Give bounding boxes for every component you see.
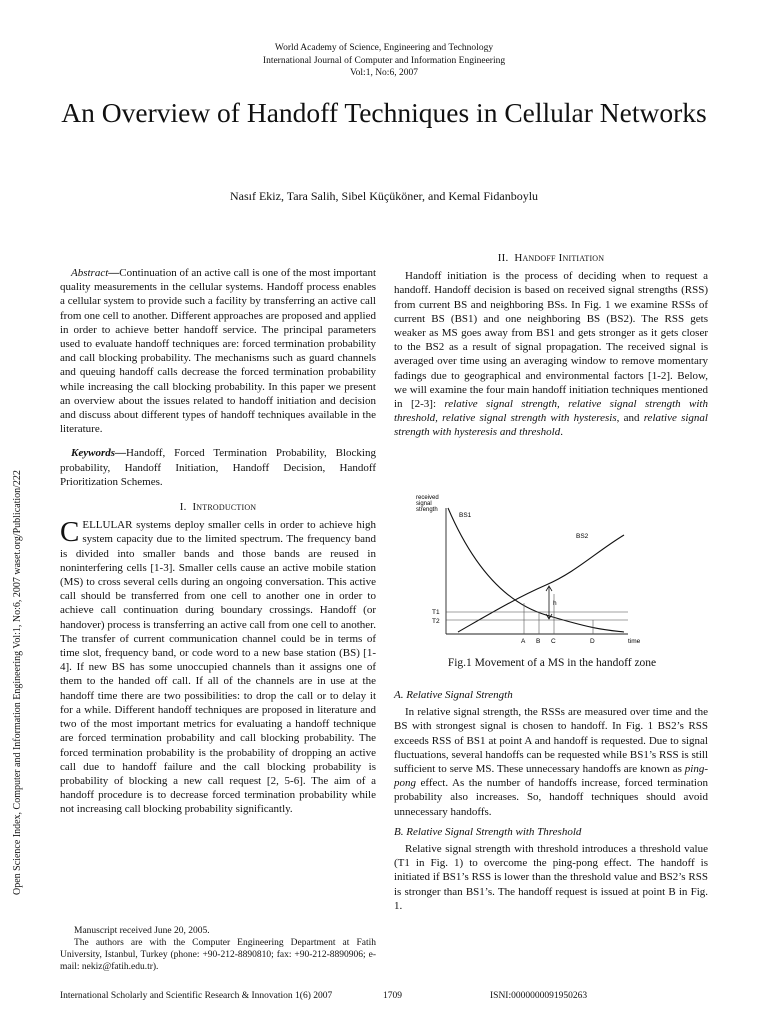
footer-left: International Scholarly and Scientific Research & Innovation 1(6) 2007 [60, 991, 333, 1001]
y-label-line-1: received [416, 495, 439, 501]
header-line-1: World Academy of Science, Engineering and Technology [274, 43, 494, 53]
t2-label: T2 [432, 618, 440, 625]
section-2-last-technique: relative signal strength with hysteresis and threshold [394, 412, 708, 439]
abstract-text: Continuation of an active call is one of the most important quality measurements in the cellular systems. Handoff process enables a cellular system to provide such a facility by transferring an active call from one cell to another. Different approaches are proposed and applied in order to achieve better handoff service. The principal parameters used to evaluate handoff techniques are: forced termination probability and call blocking probability. The mechanisms such as guard channels and queuing handoff calls decrease the forced termination probability while increasing the call blocking probability. In this paper we present an overview about the issues related to handoff initiation and decision and discuss about different types of handoff techniques available in the literature. [60, 267, 376, 436]
abstract [60, 266, 376, 436]
subsection-a-paragraph [394, 705, 708, 819]
y-label-line-2: signal [416, 501, 432, 507]
bs1-curve [448, 508, 624, 632]
bs2-label: BS2 [576, 533, 589, 540]
ping-pong-term: ping-pong [394, 763, 708, 790]
abstract-label: Abstract [71, 267, 109, 279]
right-column-bottom [394, 688, 708, 913]
section-1-number: I. [179, 501, 187, 514]
drop-cap: C [60, 516, 80, 549]
section-1-heading [60, 500, 376, 514]
subsection-a-heading: A. Relative Signal Strength [394, 689, 513, 701]
section-2-heading [394, 251, 708, 265]
point-b-label: B [536, 638, 541, 645]
page-footer [60, 990, 720, 1002]
subsection-b-paragraph: Relative signal strength with threshold introduces a threshold value (T1 in Fig. 1) to overcome the ping-pong effect. The handoff is initiated if BS1’s RSS is lower than the threshold value and BS2’s RSS is stronger than BS1’s. The handoff request is issued at point B in Fig. 1. [394, 843, 708, 912]
header-line-2: International Journal of Computer and Information Engineering [262, 55, 506, 66]
section-2-and: , and [616, 412, 644, 425]
abstract-dash: — [108, 267, 120, 279]
keywords [60, 446, 376, 489]
keywords-label: Keywords [71, 447, 115, 460]
section-2-end: . [560, 426, 563, 439]
section-1-title: Introduction [192, 501, 257, 514]
subsection-a-text-2: effect. As the number of handoffs increase, forced termination probability also increases. So, handoff techniques should avoid unnecessary handoffs. [394, 777, 708, 818]
point-d-label: D [590, 638, 595, 645]
keywords-dash: — [115, 447, 126, 460]
figure-1-caption: Fig.1 Movement of a MS in the handoff zone [447, 657, 657, 669]
footnote-line-1: Manuscript received June 20, 2005. [74, 926, 210, 936]
bs2-curve [458, 535, 624, 632]
section-2-number: II. [497, 252, 509, 264]
journal-header [0, 42, 768, 80]
author-list: Nasıf Ekiz, Tara Salih, Sibel Küçüköner, and Kemal Fidanboylu [229, 189, 539, 203]
point-c-label: C [551, 638, 556, 645]
footnote-line-2: The authors are with the Computer Engineering Department at Fatih University, Istanbul, Turkey (phone: +90-212-8890810; fax: +90-212-8890906; e-mail: nekiz@fatih.edu.tr). [60, 938, 376, 972]
keywords-text: Handoff, Forced Termination Probability, Blocking probability, Handoff Initiation, Handoff Decision, Handoff Prioritization Schemes. [60, 447, 376, 488]
intro-text: systems deploy smaller cells in order to achieve high system capacity due to the limited spectrum. The frequency band is divided into smaller bands and those bands are reused in noninterfering cells [1-3]. Smaller cells cause an active mobile station (MS) to cross several cells during an ongoing conversation. This active call should be transferred from one cell to another one in order to achieve call continuation during boundary crossings. Handoff (or handover) process is transferring an active call from one cell to another. The transfer of current communication channel could be in terms of time slot, frequency band, or code word to a new base station (BS) [1-4]. If new BS has some unoccupied channels than it assigns one of them to the handed off call. If all of the channels are in use at the handoff time there are two possibilities: to drop the call or to delay it for a while. Different handoff techniques are proposed in literature and two of the most important metrics for evaluating a handoff technique are forced termination probability and call blocking probability. The forced termination probability is the probability of dropping an active call due to handoff failure and the call blocking probability is probability of blocking a new call request [2, 5-6]. The aim of a handoff procedure is to decrease forced termination probability while not increasing call blocking probability significantly. [60, 519, 376, 816]
section-2-text: Handoff initiation is the process of deciding when to request a handoff. Handoff decision is based on received signal strengths (RSS) from current BS and neighboring BSs. In Fig. 1 we examine RSSs of current BS (BS1) and one neighboring BS (BS2). The RSS gets weaker as MS goes away from BS1 and gets stronger as it gets closer to the BS2 as a result of signal propagation. The received signal is averaged over time using an averaging window to remove momentary fadings due to geographical and environmental factors [1-2]. Below, we will examine the four main handoff initiation techniques mentioned in [2-3]: [394, 270, 708, 411]
section-2-techniques: relative signal strength, relative signal strength with threshold, relative signal strength with hysteresis [394, 398, 708, 425]
subsection-a-text-1: In relative signal strength, the RSSs are measured over time and the BS with strongest signal is chosen to handoff. In Fig. 1 BS2’s RSS exceeds RSS of BS1 at point A and handoff is requested. Due to signal fluctuations, several handoffs can be requested while BS1’s RSS is still sufficient to serve MS. These unnecessary handoffs are known as [394, 706, 708, 776]
h-label: h [553, 600, 557, 607]
isni-number: ISNI:0000000091950263 [490, 991, 588, 1001]
section-2-title: Handoff Initiation [514, 252, 605, 264]
intro-first-word: ELLULAR [82, 519, 133, 532]
point-a-label: A [521, 638, 526, 645]
x-axis-label: time [628, 638, 641, 645]
bs1-label: BS1 [459, 512, 472, 519]
figure-1-diagram [396, 490, 708, 650]
left-column [60, 266, 376, 817]
intro-paragraph [60, 518, 376, 816]
right-column-top [394, 251, 708, 440]
paper-title: An Overview of Handoff Techniques in Cellular Networks [61, 97, 707, 128]
header-line-3: Vol:1, No:6, 2007 [350, 68, 418, 78]
side-watermark-text: Open Science Index, Computer and Information Engineering Vol:1, No:6, 2007 waset.org/Publication/222 [12, 470, 23, 895]
y-label-line-3: strength [416, 507, 438, 513]
page-number: 1709 [383, 991, 402, 1001]
t1-label: T1 [432, 609, 440, 616]
footnote [60, 925, 376, 973]
subsection-b-heading: B. Relative Signal Strength with Threshold [394, 825, 582, 838]
section-2-paragraph [394, 269, 708, 439]
